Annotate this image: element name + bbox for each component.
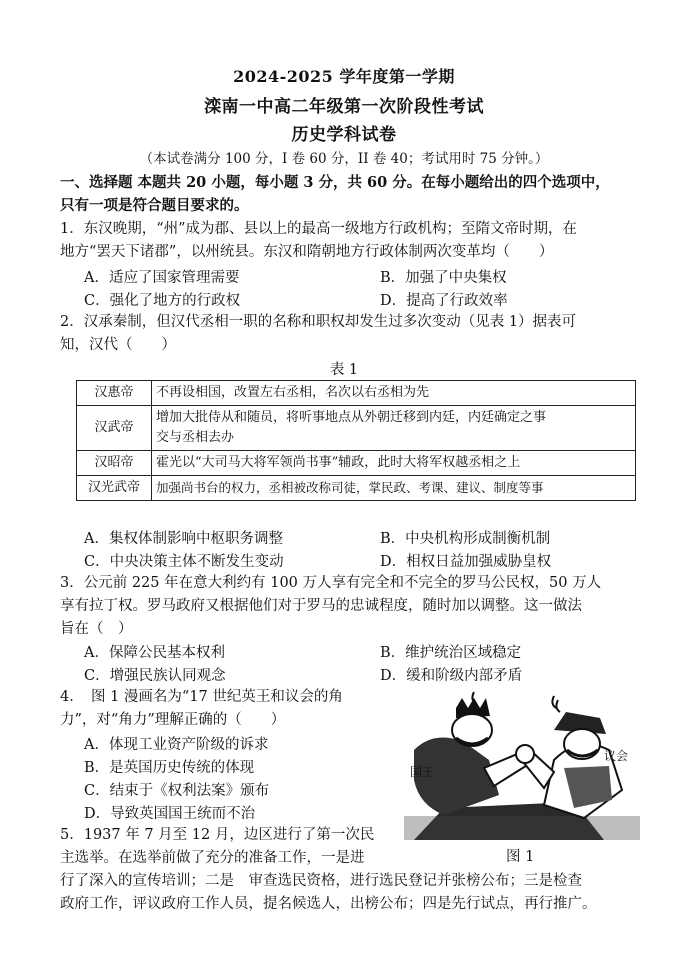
q4-stem-line2: 力”，对“角力”理解正确的（ ）: [60, 712, 286, 728]
q5-stem-line4: 政府工作，评议政府工作人员，提名候选人，出榜公布；四是先行试点，再行推广。: [60, 896, 597, 912]
table-row: [77, 381, 636, 406]
table-row: [77, 476, 636, 501]
q1-option-d: D．提高了行政效率: [380, 293, 508, 309]
figure-1-caption: 图 1: [506, 849, 535, 865]
q5-stem-line1: 5．1937 年 7 月至 12 月，边区进行了第一次民: [60, 827, 375, 843]
q3-option-b: B．维护统治区域稳定: [380, 645, 522, 661]
table-cell-content-line1: 增加大批侍从和随员，将听事地点从外朝迁移到内廷，内廷确定之事: [156, 410, 547, 425]
exam-year-title: 2024-2025 学年度第一学期: [233, 67, 455, 86]
figure-label-parliament: 议会: [604, 749, 629, 763]
q3-option-a: A．保障公民基本权利: [84, 645, 225, 661]
q4-option-d: D．导致英国国王统而不治: [84, 806, 256, 822]
q2-option-d: D．相权日益加强威胁皇权: [380, 554, 552, 570]
q1-option-c: C．强化了地方的行政权: [84, 293, 241, 309]
exam-note: （本试卷满分 100 分，I 卷 60 分，II 卷 40；考试用时 75 分钟。）: [139, 151, 549, 167]
q2-option-b: B．中央机构形成制衡机制: [380, 531, 551, 547]
table-cell-emperor: 汉昭帝: [77, 451, 152, 476]
history-table: [76, 380, 636, 501]
arm-wrestling-illustration: [404, 690, 640, 840]
q2-stem-line1: 2．汉承秦制，但汉代丞相一职的名称和职权却发生过多次变动（见表 1）据表可: [60, 314, 577, 330]
q3-stem-line1: 3．公元前 225 年在意大利约有 100 万人享有完全和不完全的罗马公民权，50 万人: [60, 575, 602, 591]
q2-option-c: C．中央决策主体不断发生变动: [84, 554, 284, 570]
figure-label-king: 国王: [410, 765, 435, 779]
q4-option-c: C．结束于《权利法案》颁布: [84, 783, 270, 799]
exam-school-title: 滦南一中高二年级第一次阶段性考试: [204, 97, 484, 117]
q3-option-c: C．增强民族认同观念: [84, 668, 226, 684]
figure-1-cartoon: [404, 690, 640, 840]
q4-option-b: B．是英国历史传统的体现: [84, 760, 255, 776]
exam-subject-title: 历史学科试卷: [291, 125, 397, 145]
q3-stem-line2: 享有拉丁权。罗马政府又根据他们对于罗马的忠诚程度，随时加以调整。这一做法: [60, 598, 582, 614]
section-title-line1: 一、选择题 本题共 20 小题，每小题 3 分，共 60 分。在每小题给出的四个选项中，: [60, 174, 610, 191]
table-row: [77, 406, 636, 451]
q1-stem-line1: 1．东汉晚期，“州”成为郡、县以上的最高一级地方行政机构；至隋文帝时期，在: [60, 221, 578, 237]
table-cell-content: [152, 406, 636, 451]
q1-stem-line2: 地方“罢天下诸郡”，以州统县。东汉和隋朝地方行政体制两次变革均（ ）: [60, 244, 554, 260]
q4-option-a: A．体现工业资产阶级的诉求: [84, 737, 269, 753]
table-cell-content: 霍光以“大司马大将军领尚书事”辅政，此时大将军权越丞相之上: [152, 451, 636, 476]
q3-stem-line3: 旨在（ ）: [60, 621, 133, 637]
table-row: [77, 451, 636, 476]
q1-option-a: A．适应了国家管理需要: [84, 270, 240, 286]
q2-stem-line2: 知，汉代（ ）: [60, 337, 176, 353]
table-cell-emperor: 汉武帝: [77, 406, 152, 451]
q4-stem-line1: 4． 图 1 漫画名为“17 世纪英王和议会的角: [60, 689, 343, 705]
table-cell-content-line2: 交与丞相去办: [156, 430, 235, 445]
table-cell-content: 不再设相国，改置左右丞相，名次以右丞相为先: [152, 381, 636, 406]
q2-option-a: A．集权体制影响中枢职务调整: [84, 531, 283, 547]
table-cell-emperor: 汉惠帝: [77, 381, 152, 406]
table-cell-emperor: 汉光武帝: [77, 476, 152, 501]
q5-stem-line3: 行了深入的宣传培训；二是 审查选民资格，进行选民登记并张榜公布；三是检查: [60, 873, 582, 889]
q1-option-b: B．加强了中央集权: [380, 270, 507, 286]
q5-stem-line2: 主选举。在选举前做了充分的准备工作，一是进: [60, 850, 365, 866]
section-title-line2: 只有一项是符合题目要求的。: [60, 197, 249, 214]
table-caption: 表 1: [329, 362, 359, 378]
q3-option-d: D．缓和阶级内部矛盾: [380, 668, 523, 684]
table-cell-content: 加强尚书台的权力，丞相被改称司徒，掌民政、考课、建议、制度等事: [152, 476, 636, 501]
